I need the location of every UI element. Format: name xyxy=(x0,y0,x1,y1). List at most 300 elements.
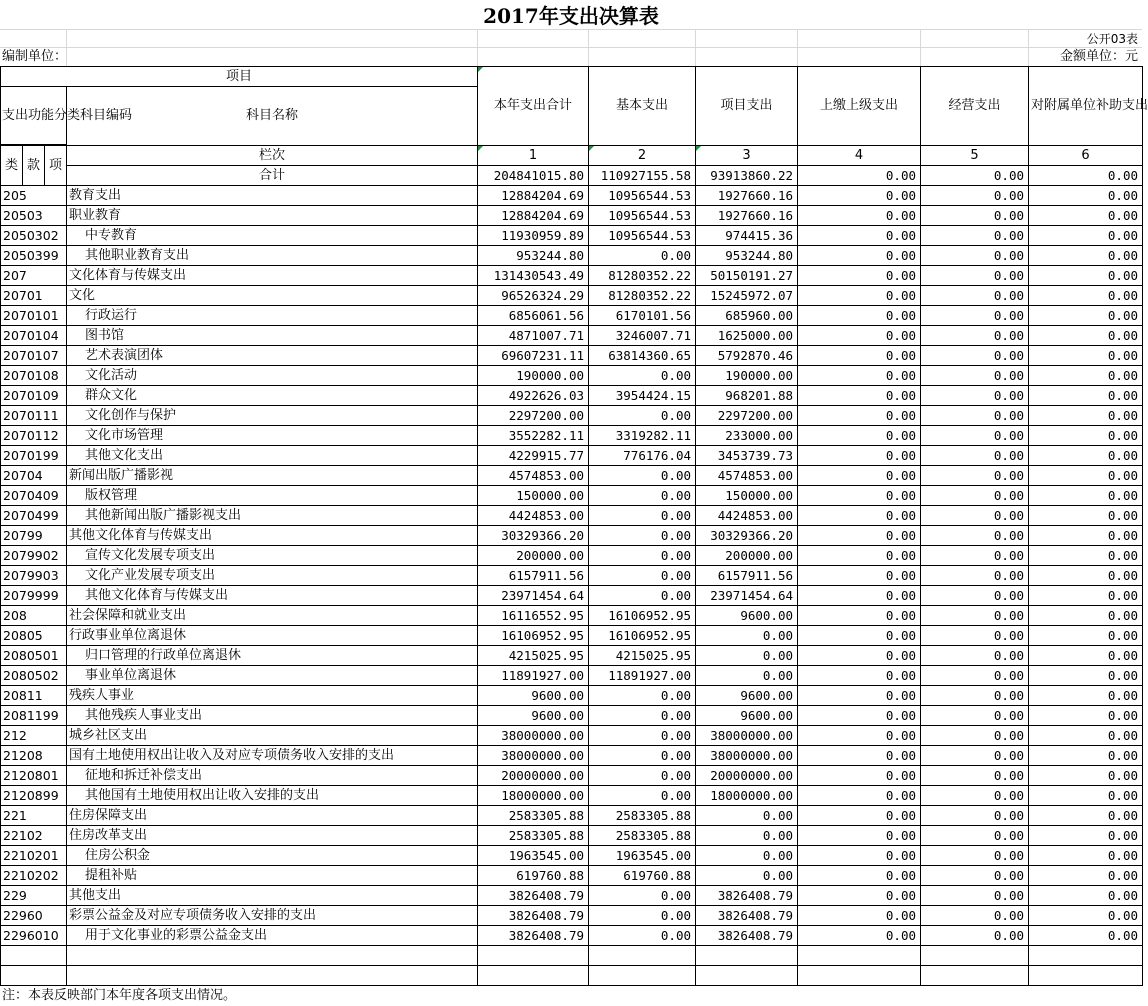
subject-name-cell xyxy=(67,186,478,206)
amount-cell: 6170101.56 xyxy=(589,306,696,326)
amount-cell: 0.00 xyxy=(798,606,921,626)
col-num-2: 2 xyxy=(589,146,696,166)
header-name-label: 科目名称 xyxy=(67,87,478,146)
subject-name-cell xyxy=(67,726,478,746)
subject-name: 其他文化支出 xyxy=(85,447,164,463)
subject-name-cell xyxy=(67,786,478,806)
subject-code: 208 xyxy=(1,606,67,626)
amount-cell: 0.00 xyxy=(1029,726,1143,746)
subject-name: 职业教育 xyxy=(69,207,122,223)
amount-cell: 0.00 xyxy=(1029,606,1143,626)
amount-cell: 0.00 xyxy=(798,866,921,886)
subject-name-cell xyxy=(67,206,478,226)
subject-name-cell xyxy=(67,226,478,246)
amount-cell: 0.00 xyxy=(921,246,1029,266)
subject-code: 2080501 xyxy=(1,646,67,666)
subject-code: 2120899 xyxy=(1,786,67,806)
total-value: 204841015.80 xyxy=(478,166,589,186)
amount-cell: 0.00 xyxy=(589,566,696,586)
subject-name-cell xyxy=(67,346,478,366)
amount-cell: 0.00 xyxy=(589,686,696,706)
amount-cell: 20000000.00 xyxy=(478,766,589,786)
amount-cell: 0.00 xyxy=(1029,226,1143,246)
subject-name: 文化 xyxy=(69,287,96,303)
subject-name: 中专教育 xyxy=(85,227,138,243)
amount-cell: 0.00 xyxy=(921,446,1029,466)
amount-cell: 0.00 xyxy=(1029,646,1143,666)
amount-cell: 3954424.15 xyxy=(589,386,696,406)
amount-cell: 0.00 xyxy=(1029,826,1143,846)
subject-name: 行政运行 xyxy=(85,307,138,323)
table-row xyxy=(1,686,1143,706)
amount-cell: 3453739.73 xyxy=(696,446,798,466)
amount-cell: 0.00 xyxy=(798,826,921,846)
amount-cell: 0.00 xyxy=(696,826,798,846)
subject-name: 其他文化体育与传媒支出 xyxy=(85,587,229,603)
amount-cell: 1927660.16 xyxy=(696,186,798,206)
amount-cell: 131430543.49 xyxy=(478,266,589,286)
subject-code: 2080502 xyxy=(1,666,67,686)
table-row xyxy=(1,846,1143,866)
header-col-5: 经营支出 xyxy=(921,67,1029,146)
subject-name-cell xyxy=(67,466,478,486)
subject-code: 2070109 xyxy=(1,386,67,406)
amount-cell: 0.00 xyxy=(921,506,1029,526)
amount-cell: 0.00 xyxy=(798,706,921,726)
amount-cell: 3246007.71 xyxy=(589,326,696,346)
header-col-2: 基本支出 xyxy=(589,67,696,146)
amount-cell: 0.00 xyxy=(589,586,696,606)
total-value: 93913860.22 xyxy=(696,166,798,186)
amount-cell: 0.00 xyxy=(798,186,921,206)
amount-cell: 0.00 xyxy=(1029,926,1143,946)
table-row xyxy=(1,186,1143,206)
subject-name: 其他职业教育支出 xyxy=(85,247,190,263)
amount-cell: 0.00 xyxy=(1029,486,1143,506)
amount-cell: 200000.00 xyxy=(696,546,798,566)
amount-cell: 5792870.46 xyxy=(696,346,798,366)
amount-cell: 0.00 xyxy=(1029,266,1143,286)
amount-cell: 0.00 xyxy=(589,526,696,546)
amount-cell: 0.00 xyxy=(798,426,921,446)
subject-name-cell xyxy=(67,406,478,426)
blank-row xyxy=(1,966,1143,986)
col-num-5: 5 xyxy=(921,146,1029,166)
amount-cell: 0.00 xyxy=(798,886,921,906)
amount-cell: 0.00 xyxy=(589,366,696,386)
amount-cell: 0.00 xyxy=(798,646,921,666)
amount-cell: 81280352.22 xyxy=(589,266,696,286)
subject-name-cell xyxy=(67,746,478,766)
subject-name: 用于文化事业的彩票公益金支出 xyxy=(85,927,268,943)
amount-cell: 0.00 xyxy=(1029,426,1143,446)
subject-name: 文化产业发展专项支出 xyxy=(85,567,216,583)
amount-cell: 0.00 xyxy=(589,706,696,726)
amount-cell: 0.00 xyxy=(1029,706,1143,726)
amount-cell: 11891927.00 xyxy=(589,666,696,686)
amount-cell: 0.00 xyxy=(589,466,696,486)
amount-cell: 16106952.95 xyxy=(478,626,589,646)
amount-cell: 38000000.00 xyxy=(696,746,798,766)
subject-name-cell xyxy=(67,546,478,566)
subject-name-cell xyxy=(67,426,478,446)
amount-cell: 150000.00 xyxy=(478,486,589,506)
subject-code: 2070108 xyxy=(1,366,67,386)
amount-cell: 0.00 xyxy=(1029,506,1143,526)
subject-name: 社会保障和就业支出 xyxy=(69,607,187,623)
amount-cell: 0.00 xyxy=(1029,586,1143,606)
amount-cell: 0.00 xyxy=(1029,246,1143,266)
header-kuan: 款 xyxy=(23,146,45,186)
subject-name-cell xyxy=(67,386,478,406)
subject-code: 2120801 xyxy=(1,766,67,786)
table-row xyxy=(1,906,1143,926)
subject-code: 2079999 xyxy=(1,586,67,606)
table-row xyxy=(1,786,1143,806)
amount-cell: 0.00 xyxy=(798,846,921,866)
amount-cell: 0.00 xyxy=(798,926,921,946)
table-row xyxy=(1,866,1143,886)
subject-name-cell xyxy=(67,846,478,866)
header-col-6: 对附属单位补助支出 xyxy=(1029,67,1143,146)
total-value: 0.00 xyxy=(1029,166,1143,186)
subject-name-cell xyxy=(67,506,478,526)
subject-name: 其他文化体育与传媒支出 xyxy=(69,527,213,543)
amount-cell: 0.00 xyxy=(1029,386,1143,406)
amount-cell: 0.00 xyxy=(921,906,1029,926)
amount-cell: 0.00 xyxy=(1029,366,1143,386)
subject-name: 文化创作与保护 xyxy=(85,407,177,423)
header-project: 项目 xyxy=(1,67,478,87)
amount-cell: 16106952.95 xyxy=(589,626,696,646)
subject-name-cell xyxy=(67,526,478,546)
amount-cell: 0.00 xyxy=(696,846,798,866)
amount-cell: 10956544.53 xyxy=(589,226,696,246)
header-lei: 类 xyxy=(1,146,23,186)
subject-name: 群众文化 xyxy=(85,387,138,403)
header-code-label: 支出功能分类科目编码 xyxy=(1,87,67,145)
amount-cell: 0.00 xyxy=(1029,886,1143,906)
amount-cell: 0.00 xyxy=(1029,306,1143,326)
subject-name: 残疾人事业 xyxy=(69,687,135,703)
total-label: 合计 xyxy=(67,166,478,186)
amount-cell: 0.00 xyxy=(921,226,1029,246)
amount-cell: 0.00 xyxy=(1029,906,1143,926)
subject-code: 229 xyxy=(1,886,67,906)
amount-cell: 0.00 xyxy=(798,366,921,386)
amount-cell: 0.00 xyxy=(1029,786,1143,806)
amount-cell: 0.00 xyxy=(798,286,921,306)
table-row xyxy=(1,446,1143,466)
subject-name: 文化体育与传媒支出 xyxy=(69,267,187,283)
amount-cell: 3826408.79 xyxy=(478,926,589,946)
amount-cell: 0.00 xyxy=(1029,866,1143,886)
amount-cell: 0.00 xyxy=(1029,206,1143,226)
amount-cell: 0.00 xyxy=(921,686,1029,706)
amount-cell: 0.00 xyxy=(589,926,696,946)
amount-cell: 776176.04 xyxy=(589,446,696,466)
amount-cell: 0.00 xyxy=(798,506,921,526)
col-num-6: 6 xyxy=(1029,146,1143,166)
amount-cell: 0.00 xyxy=(921,286,1029,306)
amount-cell: 16106952.95 xyxy=(589,606,696,626)
amount-cell: 953244.80 xyxy=(478,246,589,266)
header-xiang: 项 xyxy=(45,146,67,186)
amount-cell: 0.00 xyxy=(1029,186,1143,206)
amount-cell: 0.00 xyxy=(798,306,921,326)
header-lanci: 栏次 xyxy=(67,146,478,166)
amount-cell: 4871007.71 xyxy=(478,326,589,346)
subject-name-cell xyxy=(67,806,478,826)
subject-code: 2210202 xyxy=(1,866,67,886)
subject-code: 20503 xyxy=(1,206,67,226)
subject-name: 其他支出 xyxy=(69,887,122,903)
table-row xyxy=(1,386,1143,406)
amount-cell: 0.00 xyxy=(921,786,1029,806)
subject-code: 2210201 xyxy=(1,846,67,866)
table-row xyxy=(1,506,1143,526)
amount-cell: 0.00 xyxy=(1029,326,1143,346)
table-code-row xyxy=(0,30,1142,48)
amount-cell: 0.00 xyxy=(798,626,921,646)
amount-cell: 0.00 xyxy=(798,266,921,286)
amount-cell: 18000000.00 xyxy=(478,786,589,806)
subject-name: 住房保障支出 xyxy=(69,807,148,823)
amount-cell: 190000.00 xyxy=(696,366,798,386)
subject-code: 2070111 xyxy=(1,406,67,426)
amount-cell: 38000000.00 xyxy=(696,726,798,746)
amount-cell: 9600.00 xyxy=(478,686,589,706)
amount-cell: 0.00 xyxy=(696,666,798,686)
subject-name-cell xyxy=(67,486,478,506)
subject-name-cell xyxy=(67,886,478,906)
amount-cell: 0.00 xyxy=(921,486,1029,506)
amount-cell: 953244.80 xyxy=(696,246,798,266)
amount-cell: 0.00 xyxy=(1029,466,1143,486)
header-col-4: 上缴上级支出 xyxy=(798,67,921,146)
amount-cell: 30329366.20 xyxy=(478,526,589,546)
amount-cell: 0.00 xyxy=(589,906,696,926)
subject-name: 其他新闻出版广播影视支出 xyxy=(85,507,242,523)
amount-cell: 0.00 xyxy=(798,786,921,806)
amount-cell: 0.00 xyxy=(921,766,1029,786)
amount-cell: 0.00 xyxy=(1029,746,1143,766)
subject-name-cell xyxy=(67,666,478,686)
subject-code: 2070409 xyxy=(1,486,67,506)
amount-cell: 0.00 xyxy=(696,626,798,646)
subject-name-cell xyxy=(67,906,478,926)
amount-cell: 0.00 xyxy=(798,726,921,746)
amount-cell: 0.00 xyxy=(921,806,1029,826)
footnote: 注：本表反映部门本年度各项支出情况。 xyxy=(2,988,237,1003)
amount-cell: 3826408.79 xyxy=(478,886,589,906)
amount-cell: 0.00 xyxy=(589,726,696,746)
subject-code: 2070112 xyxy=(1,426,67,446)
amount-cell: 3826408.79 xyxy=(696,906,798,926)
subject-name: 文化市场管理 xyxy=(85,427,164,443)
amount-cell: 0.00 xyxy=(921,266,1029,286)
amount-cell: 1963545.00 xyxy=(589,846,696,866)
table-row xyxy=(1,766,1143,786)
subject-name: 住房公积金 xyxy=(85,847,151,863)
amount-cell: 0.00 xyxy=(921,386,1029,406)
amount-cell: 6157911.56 xyxy=(478,566,589,586)
amount-cell: 233000.00 xyxy=(696,426,798,446)
amount-cell: 0.00 xyxy=(921,626,1029,646)
compiling-unit-label: 编制单位： xyxy=(2,49,68,64)
amount-cell: 619760.88 xyxy=(478,866,589,886)
subject-code: 22960 xyxy=(1,906,67,926)
col-num-1: 1 xyxy=(478,146,589,166)
amount-cell: 0.00 xyxy=(921,886,1029,906)
amount-cell: 3826408.79 xyxy=(696,886,798,906)
subject-code: 207 xyxy=(1,266,67,286)
amount-cell: 2583305.88 xyxy=(478,826,589,846)
subject-code: 205 xyxy=(1,186,67,206)
subject-code: 20701 xyxy=(1,286,67,306)
subject-name-cell xyxy=(67,326,478,346)
amount-cell: 20000000.00 xyxy=(696,766,798,786)
amount-cell: 0.00 xyxy=(798,206,921,226)
table-code: 公开03表 xyxy=(1086,32,1138,46)
amount-cell: 0.00 xyxy=(1029,766,1143,786)
subject-name-cell xyxy=(67,306,478,326)
amount-cell: 619760.88 xyxy=(589,866,696,886)
table-row xyxy=(1,546,1143,566)
amount-cell: 0.00 xyxy=(921,926,1029,946)
amount-cell: 0.00 xyxy=(696,806,798,826)
table-row xyxy=(1,746,1143,766)
amount-cell: 0.00 xyxy=(921,306,1029,326)
total-value: 110927155.58 xyxy=(589,166,696,186)
amount-cell: 3552282.11 xyxy=(478,426,589,446)
col-num-4: 4 xyxy=(798,146,921,166)
table-row xyxy=(1,586,1143,606)
amount-cell: 0.00 xyxy=(589,486,696,506)
amount-cell: 6157911.56 xyxy=(696,566,798,586)
amount-cell: 190000.00 xyxy=(478,366,589,386)
amount-cell: 2583305.88 xyxy=(589,806,696,826)
amount-cell: 0.00 xyxy=(1029,626,1143,646)
subject-name-cell xyxy=(67,266,478,286)
amount-cell: 9600.00 xyxy=(478,706,589,726)
subject-code: 20805 xyxy=(1,626,67,646)
amount-cell: 0.00 xyxy=(1029,546,1143,566)
amount-cell: 0.00 xyxy=(921,566,1029,586)
subject-code: 212 xyxy=(1,726,67,746)
amount-cell: 0.00 xyxy=(921,866,1029,886)
amount-cell: 200000.00 xyxy=(478,546,589,566)
amount-cell: 4574853.00 xyxy=(696,466,798,486)
amount-cell: 1963545.00 xyxy=(478,846,589,866)
subject-name: 城乡社区支出 xyxy=(69,727,148,743)
amount-cell: 6856061.56 xyxy=(478,306,589,326)
amount-cell: 4229915.77 xyxy=(478,446,589,466)
amount-cell: 0.00 xyxy=(696,866,798,886)
unit-row xyxy=(0,48,1142,66)
amount-cell: 0.00 xyxy=(589,766,696,786)
amount-cell: 0.00 xyxy=(1029,346,1143,366)
amount-cell: 974415.36 xyxy=(696,226,798,246)
amount-cell: 3826408.79 xyxy=(696,926,798,946)
expenditure-table xyxy=(0,66,1148,986)
subject-name: 归口管理的行政单位离退休 xyxy=(85,647,242,663)
amount-cell: 0.00 xyxy=(589,246,696,266)
table-row xyxy=(1,526,1143,546)
amount-cell: 30329366.20 xyxy=(696,526,798,546)
table-row xyxy=(1,406,1143,426)
amount-cell: 10956544.53 xyxy=(589,206,696,226)
amount-cell: 0.00 xyxy=(921,606,1029,626)
subject-name: 教育支出 xyxy=(69,187,122,203)
subject-name: 行政事业单位离退休 xyxy=(69,627,187,643)
amount-cell: 0.00 xyxy=(921,666,1029,686)
header-col-1: 本年支出合计 xyxy=(478,67,589,146)
amount-cell: 0.00 xyxy=(1029,566,1143,586)
subject-name: 征地和拆迁补偿支出 xyxy=(85,767,203,783)
amount-cell: 0.00 xyxy=(1029,846,1143,866)
amount-cell: 0.00 xyxy=(798,686,921,706)
amount-cell: 16116552.95 xyxy=(478,606,589,626)
amount-cell: 0.00 xyxy=(1029,406,1143,426)
blank-row xyxy=(1,946,1143,966)
table-row xyxy=(1,226,1143,246)
amount-cell: 0.00 xyxy=(798,486,921,506)
subject-name-cell xyxy=(67,586,478,606)
subject-name: 提租补贴 xyxy=(85,867,138,883)
amount-cell: 0.00 xyxy=(921,466,1029,486)
amount-cell: 0.00 xyxy=(589,406,696,426)
subject-name: 其他国有土地使用权出让收入安排的支出 xyxy=(85,787,320,803)
subject-code: 2050302 xyxy=(1,226,67,246)
amount-cell: 0.00 xyxy=(1029,666,1143,686)
amount-cell: 0.00 xyxy=(921,546,1029,566)
amount-cell: 23971454.64 xyxy=(696,586,798,606)
table-row xyxy=(1,286,1143,306)
amount-cell: 38000000.00 xyxy=(478,746,589,766)
amount-cell: 4424853.00 xyxy=(478,506,589,526)
subject-name-cell xyxy=(67,606,478,626)
amount-cell: 0.00 xyxy=(921,426,1029,446)
subject-code: 2070101 xyxy=(1,306,67,326)
subject-code: 21208 xyxy=(1,746,67,766)
amount-cell: 0.00 xyxy=(921,746,1029,766)
amount-cell: 0.00 xyxy=(1029,686,1143,706)
amount-cell: 11891927.00 xyxy=(478,666,589,686)
amount-cell: 0.00 xyxy=(921,846,1029,866)
subject-code: 2070499 xyxy=(1,506,67,526)
amount-cell: 685960.00 xyxy=(696,306,798,326)
amount-cell: 12884204.69 xyxy=(478,186,589,206)
table-row xyxy=(1,826,1143,846)
amount-cell: 0.00 xyxy=(798,406,921,426)
amount-cell: 0.00 xyxy=(921,346,1029,366)
subject-code: 2081199 xyxy=(1,706,67,726)
subject-name: 新闻出版广播影视 xyxy=(69,467,174,483)
amount-cell: 81280352.22 xyxy=(589,286,696,306)
amount-cell: 69607231.11 xyxy=(478,346,589,366)
table-row xyxy=(1,606,1143,626)
amount-cell: 4574853.00 xyxy=(478,466,589,486)
amount-cell: 0.00 xyxy=(798,566,921,586)
subject-name: 宣传文化发展专项支出 xyxy=(85,547,216,563)
amount-cell: 18000000.00 xyxy=(696,786,798,806)
amount-cell: 0.00 xyxy=(1029,806,1143,826)
amount-cell: 0.00 xyxy=(696,646,798,666)
table-row xyxy=(1,566,1143,586)
subject-name: 艺术表演团体 xyxy=(85,347,164,363)
amount-cell: 3826408.79 xyxy=(478,906,589,926)
